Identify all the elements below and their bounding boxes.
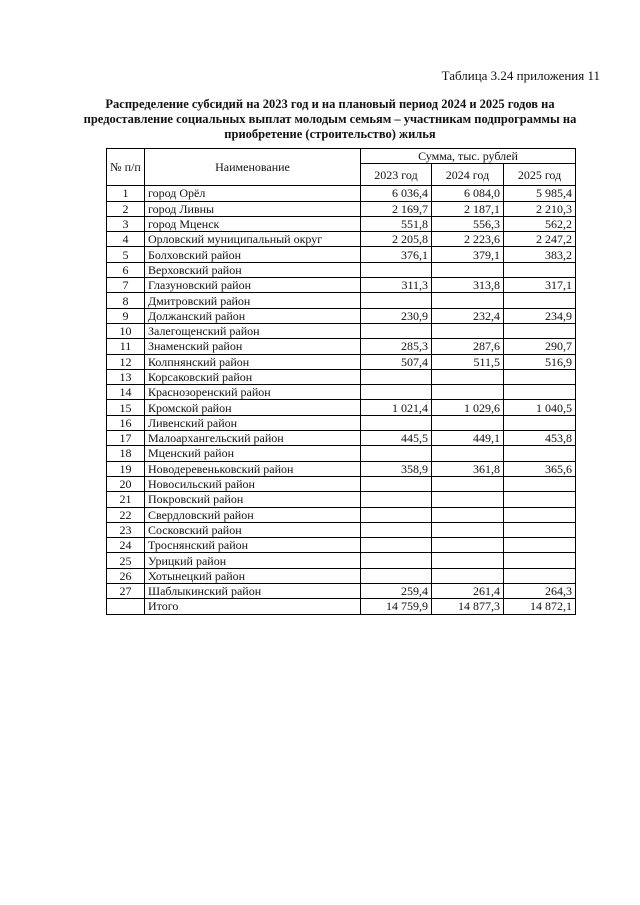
table-row	[107, 461, 576, 476]
header-sum: Сумма, тыс. рублей	[361, 149, 576, 164]
row-name: Орловский муниципальный округ	[145, 232, 361, 247]
annex-label: Таблица 3.24 приложения 11	[441, 68, 600, 83]
row-value-2025	[504, 553, 576, 568]
row-value-2025: 383,2	[504, 247, 576, 262]
row-value-2024: 2 187,1	[432, 201, 504, 216]
row-num: 5	[107, 247, 145, 262]
row-name: Верховский район	[145, 262, 361, 277]
row-value-2024: 511,5	[432, 354, 504, 369]
row-name: Покровский район	[145, 492, 361, 507]
row-value-2024: 313,8	[432, 278, 504, 293]
row-name: Кромской район	[145, 400, 361, 415]
row-value-2023	[361, 492, 432, 507]
header-num: № п/п	[107, 149, 145, 186]
row-num: 2	[107, 201, 145, 216]
total-num-cell	[107, 599, 145, 614]
row-value-2024	[432, 446, 504, 461]
row-value-2025: 317,1	[504, 278, 576, 293]
row-value-2025	[504, 476, 576, 491]
table-body	[107, 186, 576, 599]
table-row	[107, 538, 576, 553]
table-row	[107, 293, 576, 308]
row-value-2024: 361,8	[432, 461, 504, 476]
row-value-2023: 551,8	[361, 216, 432, 231]
row-value-2025	[504, 492, 576, 507]
row-value-2025	[504, 522, 576, 537]
row-value-2023: 2 169,7	[361, 201, 432, 216]
row-value-2025	[504, 369, 576, 384]
row-name: город Орёл	[145, 186, 361, 201]
row-num: 9	[107, 308, 145, 323]
total-label: Итого	[145, 599, 361, 614]
row-value-2025: 2 247,2	[504, 232, 576, 247]
row-value-2024: 449,1	[432, 431, 504, 446]
table-row	[107, 400, 576, 415]
row-value-2023	[361, 415, 432, 430]
row-value-2025: 5 985,4	[504, 186, 576, 201]
row-name: Свердловский район	[145, 507, 361, 522]
row-value-2025	[504, 323, 576, 338]
row-value-2024	[432, 492, 504, 507]
table-row	[107, 186, 576, 201]
row-name: Корсаковский район	[145, 369, 361, 384]
row-value-2024: 379,1	[432, 247, 504, 262]
row-num: 26	[107, 568, 145, 583]
row-num: 12	[107, 354, 145, 369]
row-value-2025	[504, 293, 576, 308]
row-num: 13	[107, 369, 145, 384]
row-value-2024	[432, 293, 504, 308]
row-num: 3	[107, 216, 145, 231]
table-row	[107, 323, 576, 338]
row-value-2024: 6 084,0	[432, 186, 504, 201]
row-num: 17	[107, 431, 145, 446]
row-value-2024	[432, 369, 504, 384]
table-row	[107, 446, 576, 461]
table-row	[107, 354, 576, 369]
row-name: Сосковский район	[145, 522, 361, 537]
row-value-2023: 285,3	[361, 339, 432, 354]
row-name: Мценский район	[145, 446, 361, 461]
row-value-2023	[361, 323, 432, 338]
row-value-2023	[361, 553, 432, 568]
row-num: 6	[107, 262, 145, 277]
row-name: город Ливны	[145, 201, 361, 216]
table-row	[107, 415, 576, 430]
table-row	[107, 369, 576, 384]
row-value-2023: 230,9	[361, 308, 432, 323]
row-name: Болховский район	[145, 247, 361, 262]
row-value-2023	[361, 507, 432, 522]
row-name: Малоархангельский район	[145, 431, 361, 446]
row-value-2023	[361, 385, 432, 400]
row-value-2024: 287,6	[432, 339, 504, 354]
row-value-2025: 290,7	[504, 339, 576, 354]
row-num: 22	[107, 507, 145, 522]
row-value-2025: 1 040,5	[504, 400, 576, 415]
total-2024: 14 877,3	[432, 599, 504, 614]
total-2023: 14 759,9	[361, 599, 432, 614]
row-name: Ливенский район	[145, 415, 361, 430]
table-row	[107, 201, 576, 216]
row-value-2023	[361, 522, 432, 537]
row-name: Должанский район	[145, 308, 361, 323]
row-value-2025: 2 210,3	[504, 201, 576, 216]
row-value-2024: 2 223,6	[432, 232, 504, 247]
row-name: Глазуновский район	[145, 278, 361, 293]
row-value-2025	[504, 568, 576, 583]
row-value-2024	[432, 385, 504, 400]
table-row	[107, 308, 576, 323]
table-row	[107, 492, 576, 507]
row-num: 1	[107, 186, 145, 201]
row-num: 23	[107, 522, 145, 537]
row-value-2023: 6 036,4	[361, 186, 432, 201]
table-row	[107, 278, 576, 293]
row-name: Шаблыкинский район	[145, 584, 361, 599]
row-num: 14	[107, 385, 145, 400]
row-value-2024: 1 029,6	[432, 400, 504, 415]
row-name: Троснянский район	[145, 538, 361, 553]
row-value-2024: 232,4	[432, 308, 504, 323]
row-value-2025: 562,2	[504, 216, 576, 231]
row-value-2023	[361, 538, 432, 553]
row-num: 21	[107, 492, 145, 507]
table-row	[107, 476, 576, 491]
row-value-2024: 261,4	[432, 584, 504, 599]
row-value-2023	[361, 476, 432, 491]
row-num: 16	[107, 415, 145, 430]
row-num: 27	[107, 584, 145, 599]
row-value-2024	[432, 568, 504, 583]
row-num: 4	[107, 232, 145, 247]
table-row	[107, 584, 576, 599]
row-value-2025: 453,8	[504, 431, 576, 446]
row-num: 15	[107, 400, 145, 415]
row-name: Краснозоренский район	[145, 385, 361, 400]
row-value-2025: 234,9	[504, 308, 576, 323]
document-title: Распределение субсидий на 2023 год и на плановый период 2024 и 2025 годов на предоставление социальных выплат молодым семьям – участникам подпрограммы на приобретение (строительство) жилья	[83, 97, 577, 141]
row-value-2025: 516,9	[504, 354, 576, 369]
header-year-2025: 2025 год	[504, 164, 576, 186]
row-value-2025	[504, 538, 576, 553]
row-value-2024	[432, 538, 504, 553]
row-value-2025	[504, 507, 576, 522]
total-2025: 14 872,1	[504, 599, 576, 614]
row-num: 19	[107, 461, 145, 476]
row-num: 8	[107, 293, 145, 308]
row-value-2025: 264,3	[504, 584, 576, 599]
row-value-2023: 259,4	[361, 584, 432, 599]
table-row	[107, 216, 576, 231]
row-value-2025	[504, 262, 576, 277]
row-value-2023: 445,5	[361, 431, 432, 446]
table-row	[107, 385, 576, 400]
row-num: 7	[107, 278, 145, 293]
row-value-2023: 376,1	[361, 247, 432, 262]
header-year-2024: 2024 год	[432, 164, 504, 186]
row-num: 10	[107, 323, 145, 338]
row-value-2024: 556,3	[432, 216, 504, 231]
row-num: 18	[107, 446, 145, 461]
row-value-2025	[504, 385, 576, 400]
row-value-2024	[432, 476, 504, 491]
row-value-2023	[361, 293, 432, 308]
row-num: 24	[107, 538, 145, 553]
row-value-2025: 365,6	[504, 461, 576, 476]
row-value-2024	[432, 507, 504, 522]
table-row	[107, 553, 576, 568]
row-name: Урицкий район	[145, 553, 361, 568]
row-name: Знаменский район	[145, 339, 361, 354]
row-value-2025	[504, 415, 576, 430]
row-value-2023: 507,4	[361, 354, 432, 369]
row-value-2024	[432, 262, 504, 277]
row-num: 25	[107, 553, 145, 568]
total-row	[107, 599, 576, 614]
row-value-2024	[432, 522, 504, 537]
row-value-2023	[361, 369, 432, 384]
row-value-2023: 358,9	[361, 461, 432, 476]
row-name: Дмитровский район	[145, 293, 361, 308]
table-row	[107, 247, 576, 262]
header-year-2023: 2023 год	[361, 164, 432, 186]
row-name: Новодеревеньковский район	[145, 461, 361, 476]
row-name: Хотынецкий район	[145, 568, 361, 583]
row-value-2024	[432, 415, 504, 430]
row-num: 20	[107, 476, 145, 491]
header-name: Наименование	[145, 149, 361, 186]
table-row	[107, 507, 576, 522]
row-name: город Мценск	[145, 216, 361, 231]
table-row	[107, 339, 576, 354]
row-value-2024	[432, 323, 504, 338]
row-value-2024	[432, 553, 504, 568]
row-value-2023: 2 205,8	[361, 232, 432, 247]
row-value-2023	[361, 262, 432, 277]
table-row	[107, 568, 576, 583]
table-row	[107, 522, 576, 537]
row-value-2023: 311,3	[361, 278, 432, 293]
subsidy-table	[106, 148, 576, 615]
table-row	[107, 262, 576, 277]
row-num: 11	[107, 339, 145, 354]
row-name: Новосильский район	[145, 476, 361, 491]
row-value-2023	[361, 568, 432, 583]
row-name: Залегощенский район	[145, 323, 361, 338]
table-row	[107, 232, 576, 247]
row-value-2023	[361, 446, 432, 461]
row-value-2025	[504, 446, 576, 461]
table-row	[107, 431, 576, 446]
row-value-2023: 1 021,4	[361, 400, 432, 415]
row-name: Колпнянский район	[145, 354, 361, 369]
